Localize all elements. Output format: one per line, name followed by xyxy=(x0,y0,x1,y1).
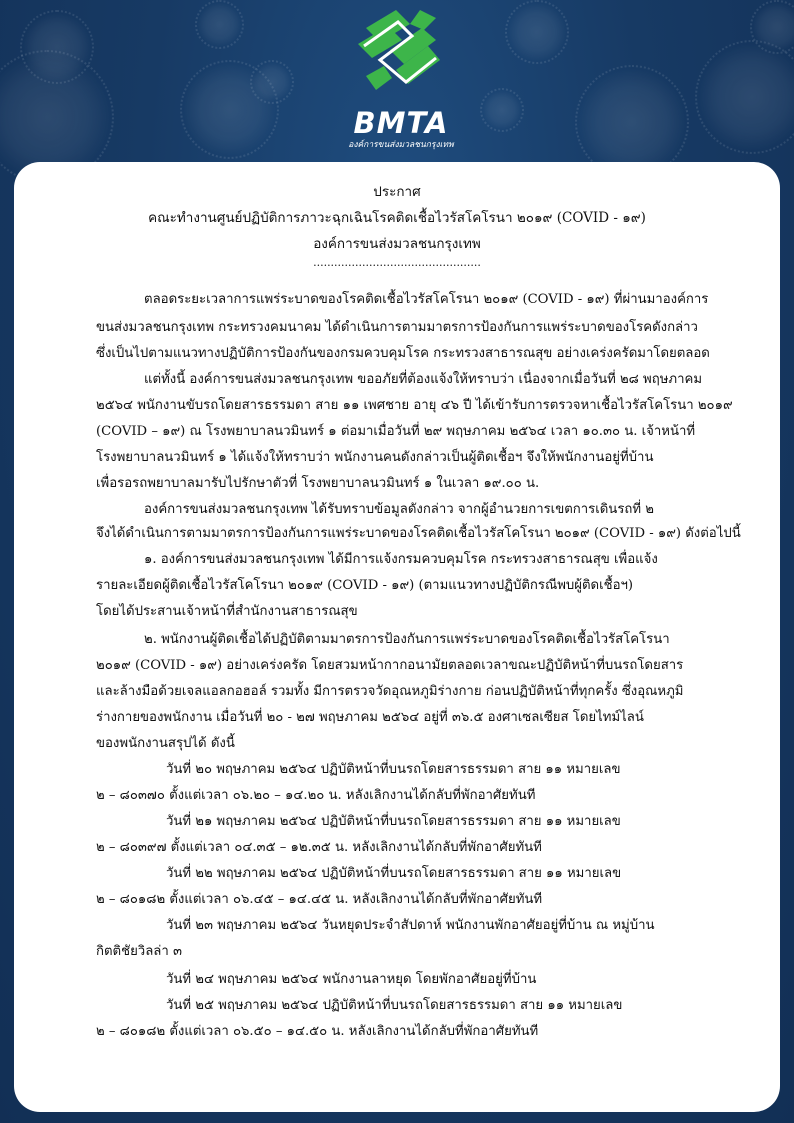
body-line: จึงได้ดำเนินการตามมาตรการป้องกันการแพร่ระบาดของโรคติดเชื้อไวรัสโคโรนา ๒๐๑๙ (COVID - ๑๙) ดังต่อไปนี้ xyxy=(96,526,741,541)
body-line: และล้างมือด้วยเจลแอลกอฮอล์ รวมทั้ง มีการตรวจวัดอุณหภูมิร่างกาย ก่อนปฏิบัติหน้าที่ทุกครั้ง ซึ่งอุณหภูมิ xyxy=(96,684,684,699)
announcement-committee: คณะทำงานศูนย์ปฏิบัติการภาวะฉุกเฉินโรคติดเชื้อไวรัสโคโรนา ๒๐๑๙ (COVID - ๑๙) xyxy=(148,210,646,226)
timeline-line: วันที่ ๒๒ พฤษภาคม ๒๕๖๔ ปฏิบัติหน้าที่บนรถโดยสารธรรมดา สาย ๑๑ หมายเลข xyxy=(166,866,622,881)
body-line: ๑. องค์การขนส่งมวลชนกรุงเทพ ได้มีการแจ้งกรมควบคุมโรค กระทรวงสาธารณสุข เพื่อแจ้ง xyxy=(144,552,658,567)
body-line: ขนส่งมวลชนกรุงเทพ กระทรวงคมนาคม ได้ดำเนินการตามมาตรการป้องกันการแพร่ระบาดของโรคดังกล่าว xyxy=(96,320,698,335)
body-line: รายละเอียดผู้ติดเชื้อไวรัสโคโรนา ๒๐๑๙ (COVID - ๑๙) (ตามแนวทางปฏิบัติกรณีพบผู้ติดเชื้อฯ) xyxy=(96,578,634,593)
body-line: แต่ทั้งนี้ องค์การขนส่งมวลชนกรุงเทพ ขออภัยที่ต้องแจ้งให้ทราบว่า เนื่องจากเมื่อวันที่ ๒๘ พฤษภาคม xyxy=(144,372,703,387)
timeline-line: วันที่ ๒๔ พฤษภาคม ๒๕๖๔ พนักงานลาหยุด โดยพักอาศัยอยู่ที่บ้าน xyxy=(166,972,537,987)
body-line: ตลอดระยะเวลาการแพร่ระบาดของโรคติดเชื้อไวรัสโคโรนา ๒๐๑๙ (COVID - ๑๙) ที่ผ่านมาองค์การ xyxy=(144,292,709,307)
logo-subtitle: องค์การขนส่งมวลชนกรุงเทพ xyxy=(348,140,454,150)
virus-decoration xyxy=(195,0,244,49)
timeline-line: ๒ – ๘๐๑๘๒ ตั้งแต่เวลา ๐๖.๕๐ – ๑๔.๕๐ น. หลังเลิกงานได้กลับที่พักอาศัยทันที xyxy=(96,1024,539,1039)
body-line: ๒๐๑๙ (COVID - ๑๙) อย่างเคร่งครัด โดยสวมหน้ากากอนามัยตลอดเวลาขณะปฏิบัติหน้าที่บนรถโดยสาร xyxy=(96,658,684,673)
timeline-line: วันที่ ๒๐ พฤษภาคม ๒๕๖๔ ปฏิบัติหน้าที่บนรถโดยสารธรรมดา สาย ๑๑ หมายเลข xyxy=(166,762,621,777)
body-line: ซึ่งเป็นไปตามแนวทางปฏิบัติการป้องกันของกรมควบคุมโรค กระทรวงสาธารณสุข อย่างเคร่งครัดมาโดยตลอด xyxy=(96,346,710,361)
announcement-organization: องค์การขนส่งมวลชนกรุงเทพ xyxy=(313,236,481,252)
announcement-card xyxy=(14,162,780,1112)
timeline-line: ๒ – ๘๐๓๗๐ ตั้งแต่เวลา ๐๖.๒๐ – ๑๔.๒๐ น. หลังเลิกงานได้กลับที่พักอาศัยทันที xyxy=(96,788,536,803)
body-line: ร่างกายของพนักงาน เมื่อวันที่ ๒๐ - ๒๗ พฤษภาคม ๒๕๖๔ อยู่ที่ ๓๖.๕ องศาเซลเซียส โดยไทม์ไลน์ xyxy=(96,710,644,725)
virus-decoration xyxy=(480,88,524,132)
body-line: ๒๕๖๔ พนักงานขับรถโดยสารธรรมดา สาย ๑๑ เพศชาย อายุ ๔๖ ปี ได้เข้ารับการตรวจหาเชื้อไวรัสโคโรนา ๒๐๑๙ xyxy=(96,398,733,413)
body-line: ของพนักงานสรุปได้ ดังนี้ xyxy=(96,736,235,751)
timeline-line: วันที่ ๒๓ พฤษภาคม ๒๕๖๔ วันหยุดประจำสัปดาห์ พนักงานพักอาศัยอยู่ที่บ้าน ณ หมู่บ้าน xyxy=(166,918,655,933)
timeline-line: วันที่ ๒๕ พฤษภาคม ๒๕๖๔ ปฏิบัติหน้าที่บนรถโดยสารธรรมดา สาย ๑๑ หมายเลข xyxy=(166,998,623,1013)
timeline-line: ๒ – ๘๐๑๘๒ ตั้งแต่เวลา ๐๖.๔๕ – ๑๔.๔๕ น. หลังเลิกงานได้กลับที่พักอาศัยทันที xyxy=(96,892,543,907)
virus-decoration xyxy=(695,40,794,154)
body-line: โรงพยาบาลนวมินทร์ ๑ ได้แจ้งให้ทราบว่า พนักงานคนดังกล่าวเป็นผู้ติดเชื้อฯ จึงให้พนักงานอยู่ที่บ้าน xyxy=(96,450,654,465)
header-divider: ................................................ xyxy=(313,256,481,269)
body-line: เพื่อรอรถพยาบาลมารับไปรักษาตัวที่ โรงพยาบาลนวมินทร์ ๑ ในเวลา ๑๙.๐๐ น. xyxy=(96,476,540,491)
timeline-line: วันที่ ๒๑ พฤษภาคม ๒๕๖๔ ปฏิบัติหน้าที่บนรถโดยสารธรรมดา สาย ๑๑ หมายเลข xyxy=(166,814,621,829)
timeline-line: ๒ – ๘๐๓๙๗ ตั้งแต่เวลา ๐๔.๓๕ – ๑๒.๓๕ น. หลังเลิกงานได้กลับที่พักอาศัยทันที xyxy=(96,840,542,855)
bmta-logo-icon xyxy=(336,6,466,106)
body-line: องค์การขนส่งมวลชนกรุงเทพ ได้รับทราบข้อมูลดังกล่าว จากผู้อำนวยการเขตการเดินรถที่ ๒ xyxy=(144,502,654,517)
bmta-logo xyxy=(336,6,466,156)
logo-wordmark: BMTA xyxy=(353,106,449,140)
body-line: โดยได้ประสานเจ้าหน้าที่สำนักงานสาธารณสุข xyxy=(96,604,358,619)
announcement-title: ประกาศ xyxy=(373,184,421,200)
virus-decoration xyxy=(505,0,569,64)
body-line: ๒. พนักงานผู้ติดเชื้อได้ปฏิบัติตามมาตรการป้องกันการแพร่ระบาดของโรคติดเชื้อไวรัสโคโรนา xyxy=(144,632,670,647)
virus-decoration xyxy=(250,60,294,104)
body-line: (COVID – ๑๙) ณ โรงพยาบาลนวมินทร์ ๑ ต่อมาเมื่อวันที่ ๒๙ พฤษภาคม ๒๕๖๔ เวลา ๑๐.๓๐ น. เจ้าหน้าที่ xyxy=(96,424,696,439)
timeline-line: กิตติชัยวิลล่า ๓ xyxy=(96,944,182,959)
